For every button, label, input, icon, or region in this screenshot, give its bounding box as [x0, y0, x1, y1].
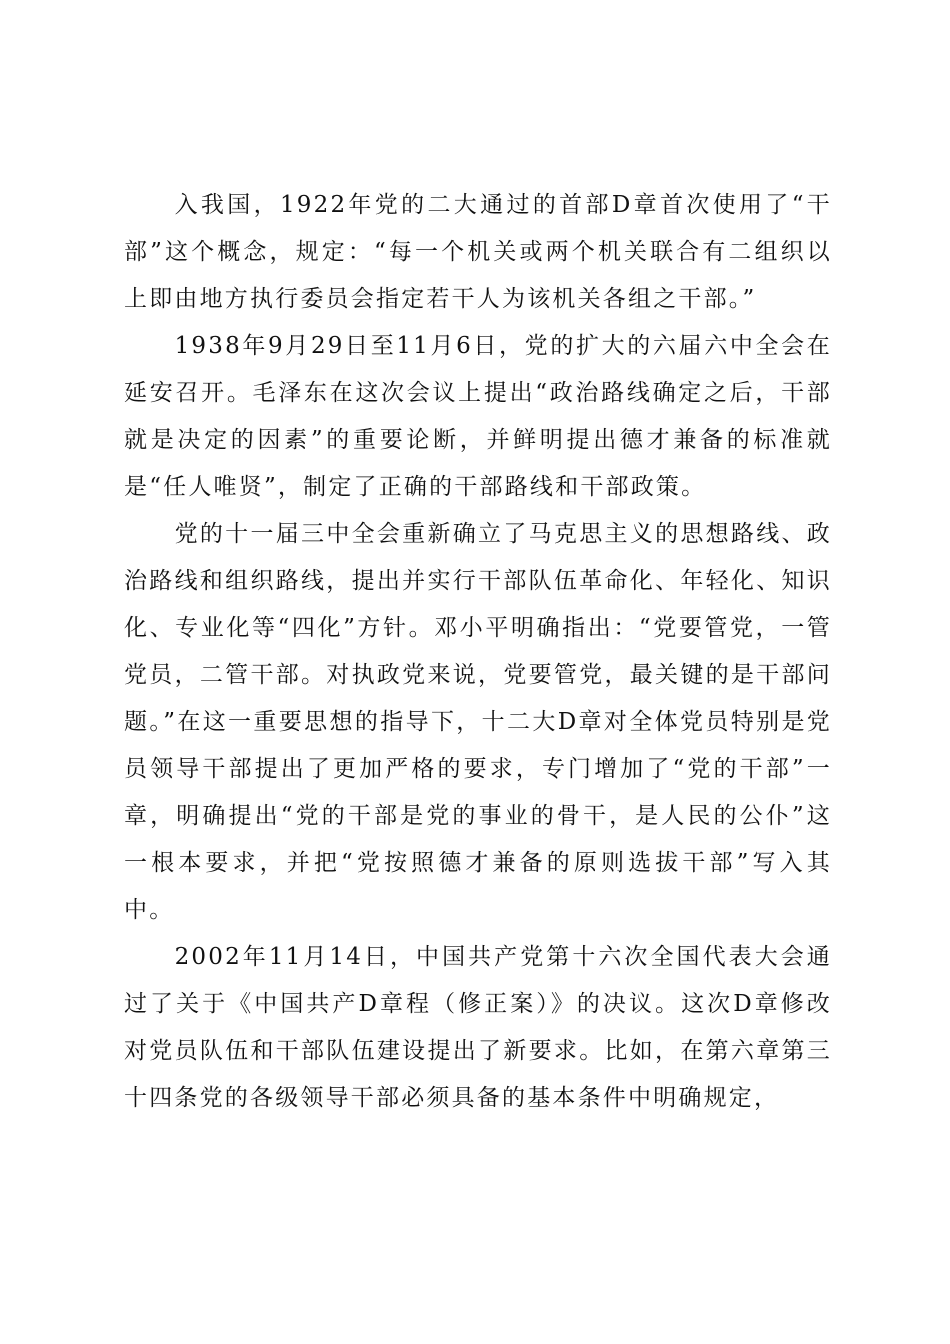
paragraph-4: 2002年11月14日，中国共产党第十六次全国代表大会通过了关于《中国共产D章程（修正案）》的决议。这次D章修改对党员队伍和干部队伍建设提出了新要求。比如，在第六章第三十四条党的各级领导干部必须具备的基本条件中明确规定，: [124, 944, 832, 1111]
paragraph-3: 党的十一届三中全会重新确立了马克思主义的思想路线、政治路线和组织路线，提出并实行干部队伍革命化、年轻化、知识化、专业化等“四化”方针。邓小平明确指出：“党要管党，一管党员，二管干部。对执政党来说，党要管党，最关键的是干部问题。”在这一重要思想的指导下，十二大D章对全体党员特别是党员领导干部提出了更加严格的要求，专门增加了“党的干部”一章，明确提出“党的干部是党的事业的骨干，是人民的公仆”这一根本要求，并把“党按照德才兼备的原则选拔干部”写入其中。: [124, 521, 832, 923]
paragraph-1: 入我国，1922年党的二大通过的首部D章首次使用了“干部”这个概念，规定：“每一个机关或两个机关联合有二组织以上即由地方执行委员会指定若干人为该机关各组之干部。”: [124, 192, 832, 312]
paragraph-2: 1938年9月29日至11月6日，党的扩大的六届六中全会在延安召开。毛泽东在这次会议上提出“政治路线确定之后，干部就是决定的因素”的重要论断，并鲜明提出德才兼备的标准就是“任人唯贤”，制定了正确的干部路线和干部政策。: [124, 333, 832, 500]
document-body: [124, 182, 832, 1122]
